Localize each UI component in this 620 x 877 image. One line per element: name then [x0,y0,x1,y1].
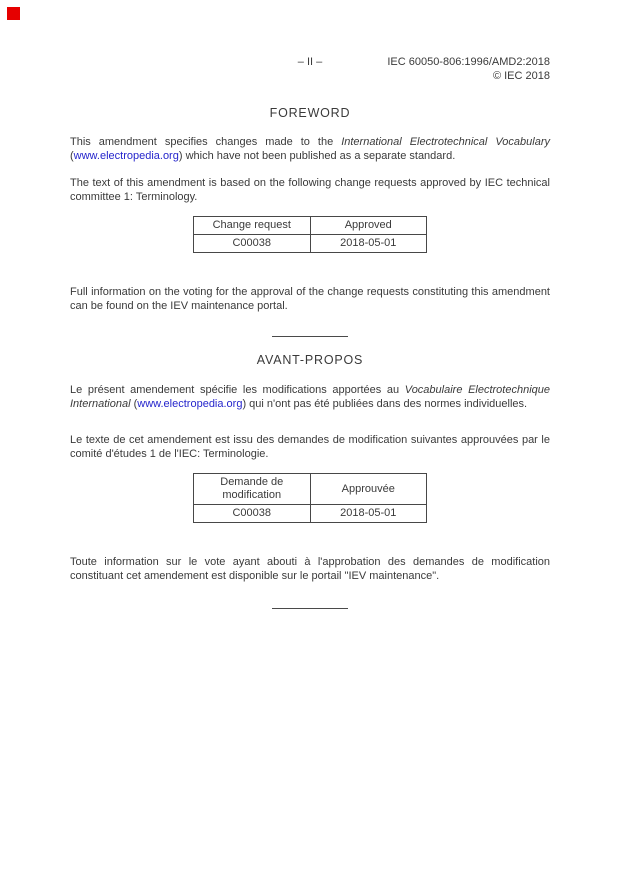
avant-propos-title: AVANT-PROPOS [256,353,364,367]
page-number: – II – [297,56,323,68]
foreword-title: FOREWORD [269,106,351,120]
red-marker [7,7,20,20]
demande-modification-table-wrapper [70,473,550,523]
electropedia-link[interactable]: www.electropedia.org [73,149,179,162]
section-divider [272,608,348,609]
section-divider [272,336,348,337]
table-header-cell: Change request [194,217,311,235]
table-header-row [194,474,427,505]
section-divider-wrapper [70,336,550,337]
table-header-cell: Demande de modification [194,474,311,505]
electropedia-link[interactable]: www.electropedia.org [137,397,243,410]
paragraph-text: ) which have not been published as a separate standard. [178,149,456,162]
table-cell: 2018-05-01 [310,235,427,253]
avant-propos-paragraph-2: Le texte de cet amendement est issu des demandes de modification suivantes approuvées par le comité d'études 1 de l'IEC: Terminologie. [70,434,550,460]
foreword-paragraph-1 [70,136,550,163]
foreword-paragraph-2: The text of this amendment is based on the following change requests approved by IEC technical committee 1: Terminology. [70,177,550,203]
table-cell: C00038 [194,235,311,253]
doc-reference: IEC 60050-806:1996/AMD2:2018 [387,56,550,68]
demande-modification-table [193,473,427,523]
paragraph-text: ( [130,397,138,410]
table-header-cell: Approuvée [310,474,427,505]
paragraph-text: Le présent amendement spécifie les modifications apportées au [70,384,405,396]
foreword-paragraph-3: Full information on the voting for the approval of the change requests constituting this amendment can be found on the IEV maintenance portal. [70,286,550,312]
table-row [194,505,427,523]
avant-propos-paragraph-1 [70,384,550,411]
table-header-row [194,217,427,235]
page-header [70,56,550,83]
section-divider-wrapper [70,608,550,609]
table-cell: C00038 [194,505,311,523]
paragraph-text: ( [70,149,74,162]
table-cell: 2018-05-01 [310,505,427,523]
paragraph-text: This amendment specifies changes made to the [70,136,342,148]
avant-propos-paragraph-3: Toute information sur le vote ayant abouti à l'approbation des demandes de modification constituant cet amendement est disponible sur le portail "IEV maintenance". [70,556,550,582]
table-header-cell: Approved [310,217,427,235]
paragraph-text: ) qui n'ont pas été publiées dans des normes individuelles. [242,397,528,410]
change-request-table-wrapper [70,216,550,253]
copyright-notice: © IEC 2018 [492,69,550,82]
italic-publication-title: International Electrotechnical Vocabulary [341,136,550,148]
change-request-table [193,216,427,253]
table-row [194,235,427,253]
italic-publication-title: Vocabulaire Electrotechnique International [70,384,551,410]
